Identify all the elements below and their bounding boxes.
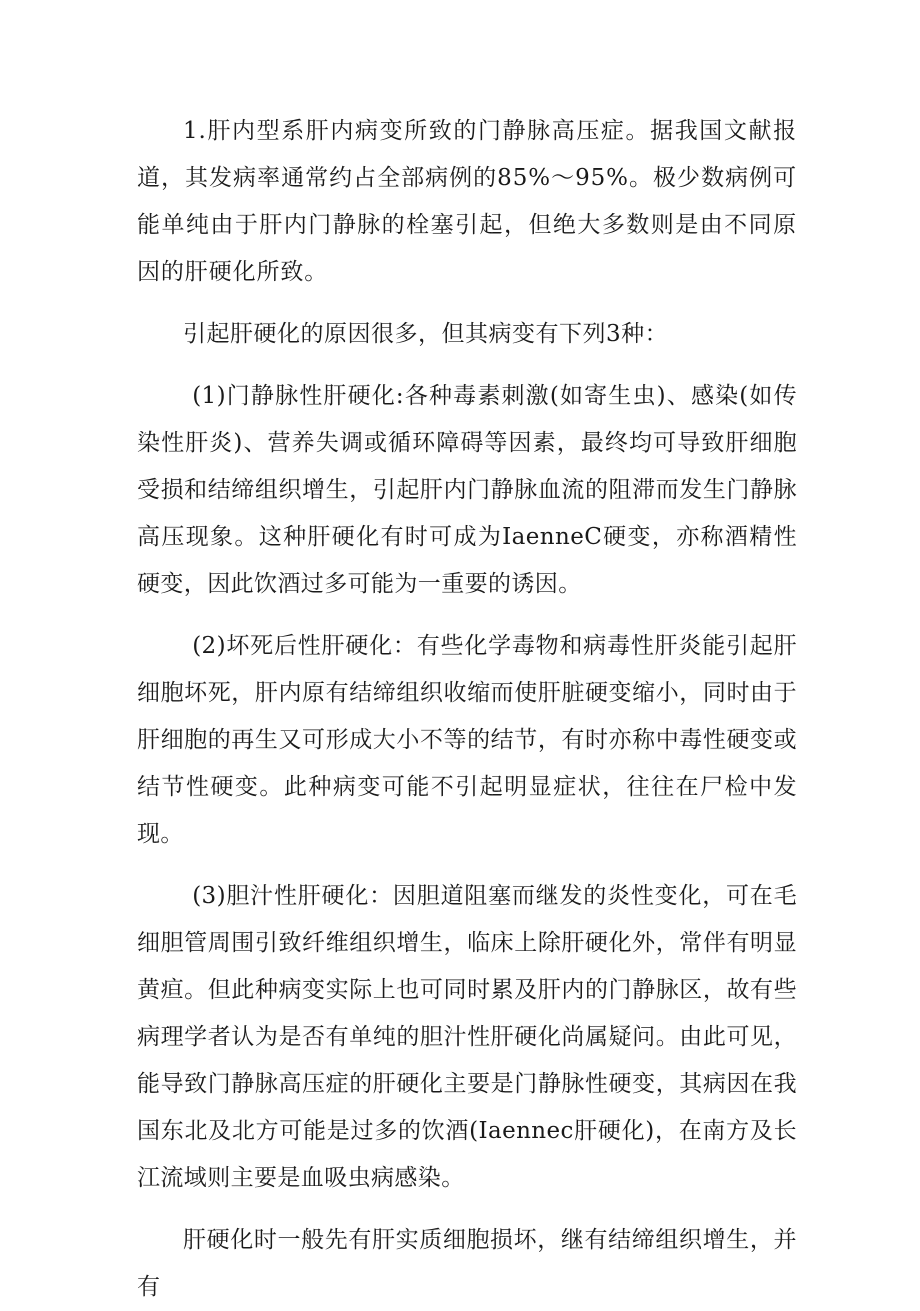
paragraph-intrahepatic-type: 1.肝内型系肝内病变所致的门静脉高压症。据我国文献报道，其发病率通常约占全部病例的85%～95%。极少数病例可能单纯由于肝内门静脉的栓塞引起，但绝大多数则是由不同原因的肝硬化所致。 [137, 118, 797, 285]
paragraph-cirrhosis-process: 肝硬化时一般先有肝实质细胞损坏，继有结缔组织增生，并有 [137, 1227, 797, 1300]
paragraph-biliary-cirrhosis: (3)胆汁性肝硬化：因胆道阻塞而继发的炎性变化，可在毛细胆管周围引致纤维组织增生，临床上除肝硬化外，常伴有明显黄疸。但此种病变实际上也可同时累及肝内的门静脉区，故有些病理学者认为是否有单纯的胆汁性肝硬化尚属疑问。由此可见，能导致门静脉高压症的肝硬化主要是门静脉性硬变，其病因在我国东北及北方可能是过多的饮酒(Iaennec肝硬化)，在南方及长江流域则主要是血吸虫病感染。 [137, 883, 797, 1191]
paragraph-cirrhosis-causes: 引起肝硬化的原因很多，但其病变有下列3种： [183, 321, 669, 347]
paragraph-postnecrotic-cirrhosis: (2)坏死后性肝硬化：有些化学毒物和病毒性肝炎能引起肝细胞坏死，肝内原有结缔组织收缩而使肝脏硬变缩小，同时由于肝细胞的再生又可形成大小不等的结节，有时亦称中毒性硬变或结节性硬变。此种病变可能不引起明显症状，往往在尸检中发现。 [137, 633, 797, 847]
paragraph-portal-cirrhosis: (1)门静脉性肝硬化:各种毒素刺激(如寄生虫)、感染(如传染性肝炎)、营养失调或循环障碍等因素，最终均可导致肝细胞受损和结缔组织增生，引起肝内门静脉血流的阻滞而发生门静脉高压现象。这种肝硬化有时可成为IaenneC硬变，亦称酒精性硬变，因此饮酒过多可能为一重要的诱因。 [137, 383, 797, 597]
document-body [137, 108, 797, 1311]
